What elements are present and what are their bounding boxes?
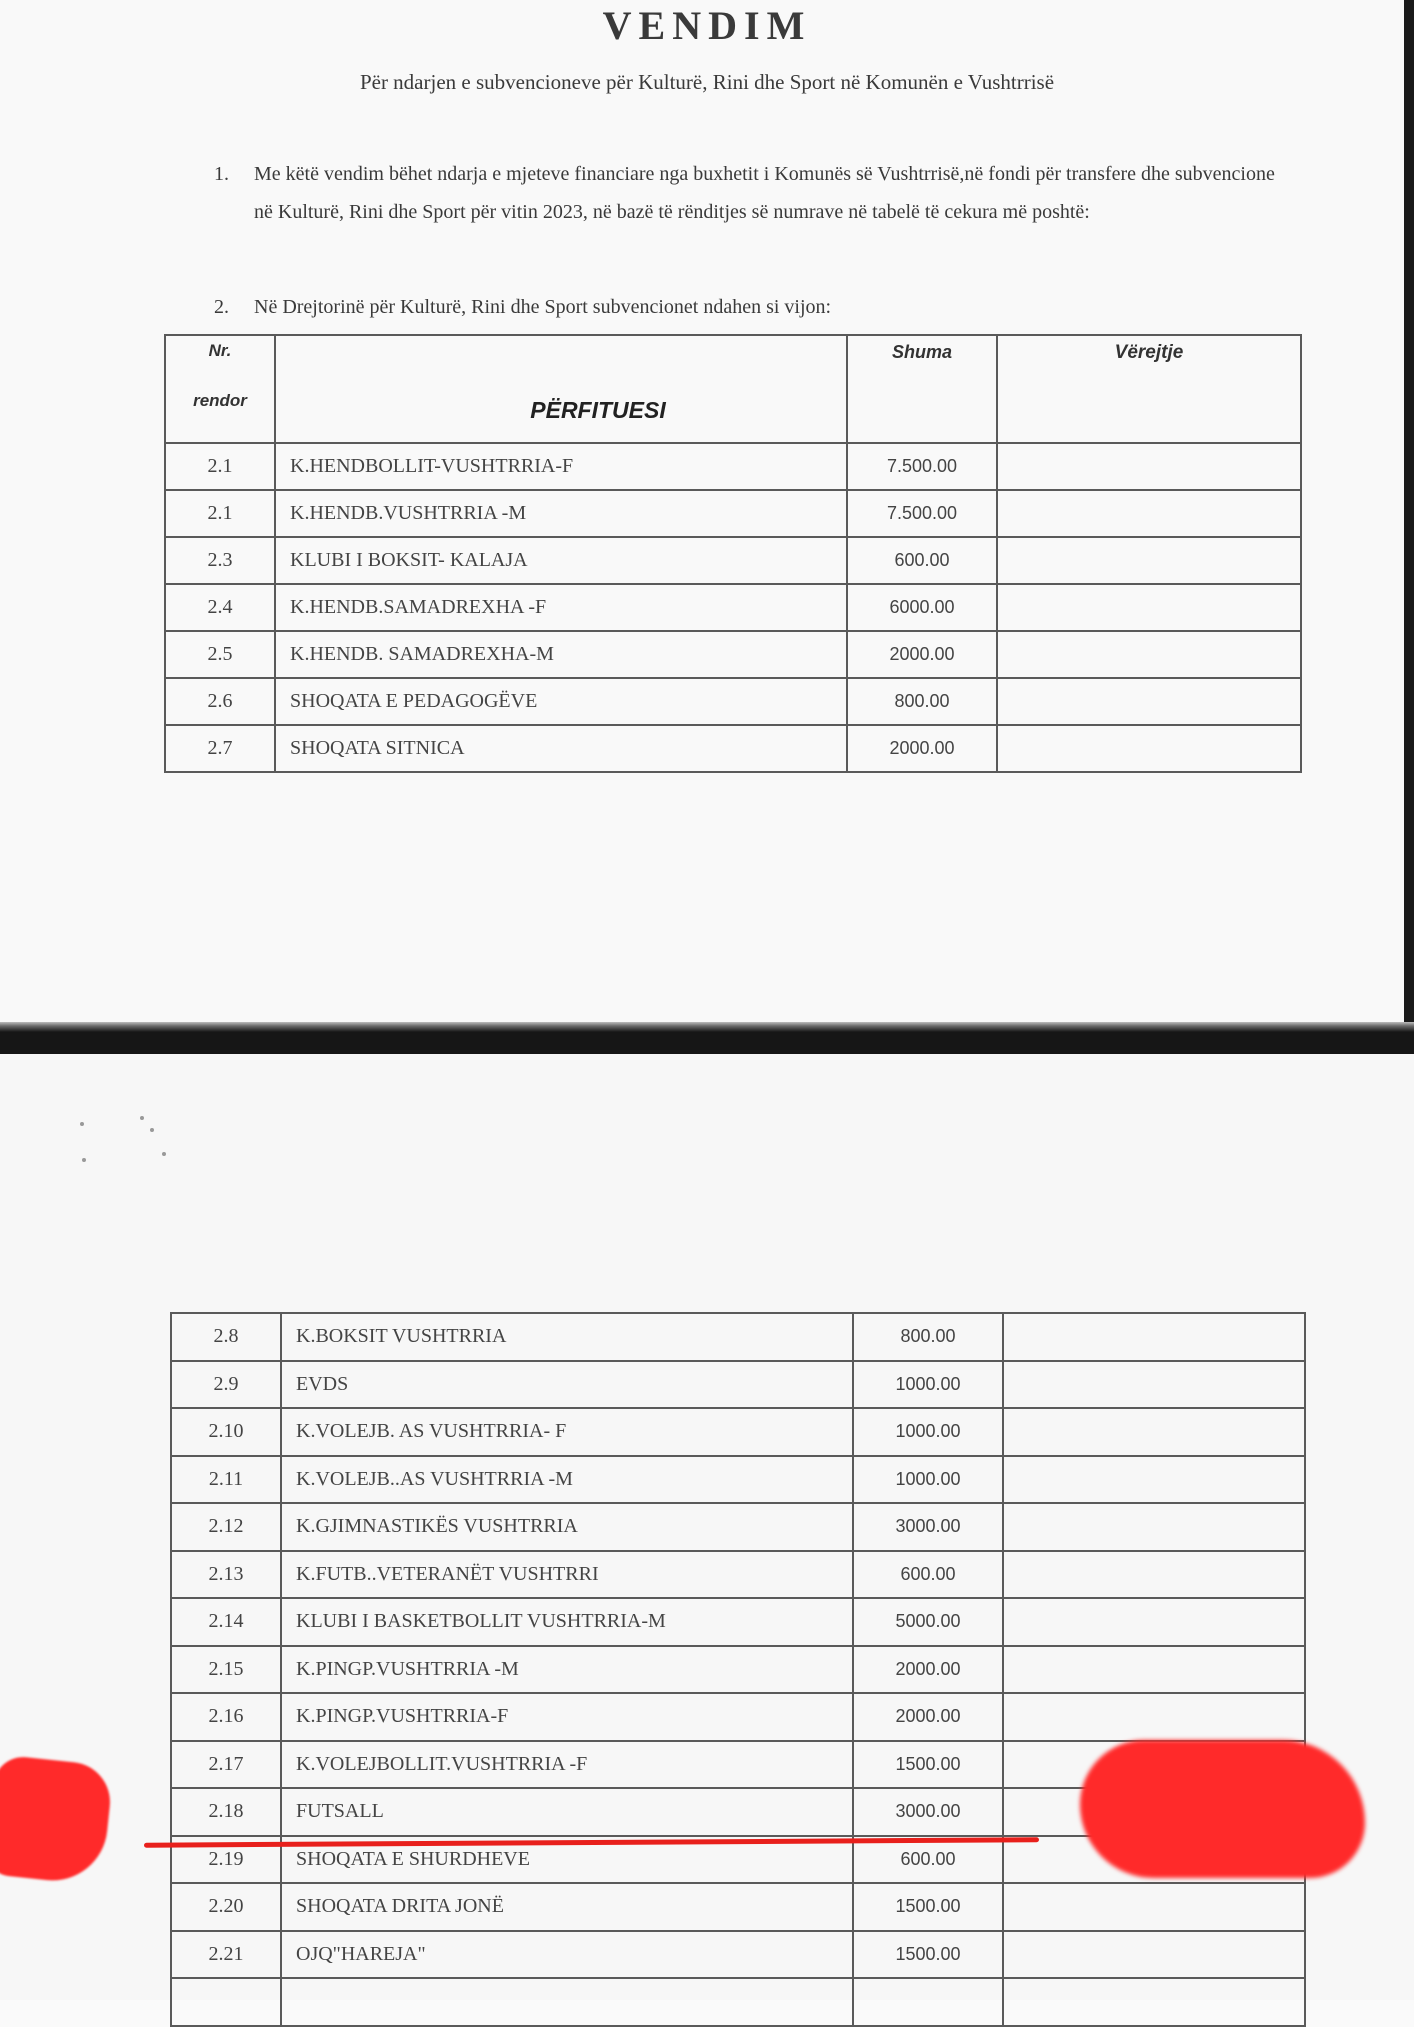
row-number: 2.15	[171, 1646, 281, 1694]
amount: 1500.00	[853, 1883, 1003, 1931]
page-separator	[0, 1022, 1414, 1054]
amount: 2000.00	[847, 631, 997, 678]
beneficiary-name: SHOQATA SITNICA	[275, 725, 847, 772]
row-number: 2.13	[171, 1551, 281, 1599]
header-remarks-label: Vërejtje	[1114, 342, 1184, 363]
amount: 7.500.00	[847, 443, 997, 490]
paragraph-1-text: Me këtë vendim bëhet ndarja e mjeteve financiare nga buxhetit i Komunës së Vushtrrisë,në fondi për transfere dhe subvencione në Kulturë, Rini dhe Sport për vitin 2023, në bazë të rënditjes së numrave në tabelë të cekura më poshtë:	[254, 163, 1275, 223]
amount: 7.500.00	[847, 490, 997, 537]
subsidy-table-part-2	[170, 1312, 1306, 2027]
subsidy-table-part-1	[164, 334, 1302, 773]
table-row	[171, 1978, 1305, 2026]
remark	[997, 678, 1301, 725]
beneficiary-name: K.PINGP.VUSHTRRIA -M	[281, 1646, 853, 1694]
remark	[1003, 1551, 1305, 1599]
header-beneficiary	[275, 335, 847, 443]
table-row	[171, 1456, 1305, 1504]
header-remarks	[997, 335, 1301, 443]
remark	[1003, 1693, 1305, 1741]
scan-speck	[150, 1128, 154, 1132]
paragraph-2-number: 2.	[214, 296, 229, 318]
header-nr-label: Nr.	[208, 341, 232, 360]
amount: 600.00	[853, 1836, 1003, 1884]
row-number	[171, 1978, 281, 2026]
amount: 5000.00	[853, 1598, 1003, 1646]
remark	[1003, 1883, 1305, 1931]
document-title: VENDIM	[602, 3, 812, 48]
remark	[1003, 1503, 1305, 1551]
beneficiary-name: K.HENDB.SAMADREXHA -F	[275, 584, 847, 631]
table-row	[171, 1361, 1305, 1409]
header-beneficiary-label: PËRFITUESI	[530, 396, 666, 423]
beneficiary-name: SHOQATA E PEDAGOGËVE	[275, 678, 847, 725]
row-number: 2.1	[165, 443, 275, 490]
table-row	[171, 1931, 1305, 1979]
amount: 2000.00	[847, 725, 997, 772]
remark	[997, 490, 1301, 537]
beneficiary-name: K.HENDBOLLIT-VUSHTRRIA-F	[275, 443, 847, 490]
table-row	[165, 725, 1301, 772]
row-number: 2.16	[171, 1693, 281, 1741]
remark	[997, 725, 1301, 772]
remark	[997, 584, 1301, 631]
beneficiary-name: K.BOKSIT VUSHTRRIA	[281, 1313, 853, 1361]
header-nr-rendor	[165, 335, 275, 443]
remark	[997, 631, 1301, 678]
amount: 600.00	[853, 1551, 1003, 1599]
row-number: 2.3	[165, 537, 275, 584]
table-row	[171, 1693, 1305, 1741]
amount: 1500.00	[853, 1741, 1003, 1789]
amount: 3000.00	[853, 1788, 1003, 1836]
amount: 6000.00	[847, 584, 997, 631]
beneficiary-name: KLUBI I BOKSIT- KALAJA	[275, 537, 847, 584]
row-number: 2.20	[171, 1883, 281, 1931]
remark	[997, 537, 1301, 584]
table-row	[165, 631, 1301, 678]
table-row	[171, 1313, 1305, 1361]
row-number: 2.19	[171, 1836, 281, 1884]
amount: 1000.00	[853, 1408, 1003, 1456]
table-row	[171, 1883, 1305, 1931]
table-row	[165, 537, 1301, 584]
header-amount	[847, 335, 997, 443]
row-number: 2.9	[171, 1361, 281, 1409]
beneficiary-name: K.FUTB..VETERANËT VUSHTRRI	[281, 1551, 853, 1599]
row-number: 2.6	[165, 678, 275, 725]
beneficiary-name: K.VOLEJB..AS VUSHTRRIA -M	[281, 1456, 853, 1504]
scan-speck	[82, 1158, 86, 1162]
amount: 1500.00	[853, 1931, 1003, 1979]
beneficiary-name: K.VOLEJBOLLIT.VUSHTRRIA -F	[281, 1741, 853, 1789]
table-row	[171, 1598, 1305, 1646]
amount	[853, 1978, 1003, 2026]
row-number: 2.11	[171, 1456, 281, 1504]
amount: 3000.00	[853, 1503, 1003, 1551]
row-number: 2.1	[165, 490, 275, 537]
amount: 800.00	[853, 1313, 1003, 1361]
beneficiary-name: K.PINGP.VUSHTRRIA-F	[281, 1693, 853, 1741]
table-row	[165, 443, 1301, 490]
scan-speck	[162, 1152, 166, 1156]
row-number: 2.17	[171, 1741, 281, 1789]
amount: 2000.00	[853, 1646, 1003, 1694]
row-number: 2.14	[171, 1598, 281, 1646]
table-header-row	[165, 335, 1301, 443]
beneficiary-name: EVDS	[281, 1361, 853, 1409]
row-number: 2.21	[171, 1931, 281, 1979]
table-row	[171, 1503, 1305, 1551]
beneficiary-name: K.HENDB. SAMADREXHA-M	[275, 631, 847, 678]
document-subtitle: Për ndarjen e subvencioneve për Kulturë, Rini dhe Sport në Komunën e Vushtrrisë	[359, 70, 1055, 94]
beneficiary-name: K.VOLEJB. AS VUSHTRRIA- F	[281, 1408, 853, 1456]
remark	[1003, 1408, 1305, 1456]
beneficiary-name: K.HENDB.VUSHTRRIA -M	[275, 490, 847, 537]
table-row	[171, 1551, 1305, 1599]
beneficiary-name: KLUBI I BASKETBOLLIT VUSHTRRIA-M	[281, 1598, 853, 1646]
row-number: 2.18	[171, 1788, 281, 1836]
table-row	[165, 490, 1301, 537]
remark	[1003, 1978, 1305, 2026]
remark	[1003, 1456, 1305, 1504]
amount: 1000.00	[853, 1456, 1003, 1504]
scan-speck	[80, 1122, 84, 1126]
remark	[1003, 1931, 1305, 1979]
beneficiary-name: K.GJIMNASTIKËS VUSHTRRIA	[281, 1503, 853, 1551]
row-number: 2.12	[171, 1503, 281, 1551]
row-number: 2.8	[171, 1313, 281, 1361]
paragraph-2-text: Në Drejtorinë për Kulturë, Rini dhe Sport subvencionet ndahen si vijon:	[254, 296, 832, 318]
beneficiary-name: FUTSALL	[281, 1788, 853, 1836]
table-row	[171, 1646, 1305, 1694]
beneficiary-name: SHOQATA DRITA JONË	[281, 1883, 853, 1931]
remark	[1003, 1361, 1305, 1409]
row-number: 2.5	[165, 631, 275, 678]
table-row	[171, 1408, 1305, 1456]
amount: 600.00	[847, 537, 997, 584]
table-row	[165, 584, 1301, 631]
header-amount-label: Shuma	[891, 342, 952, 362]
amount: 1000.00	[853, 1361, 1003, 1409]
table-row	[165, 678, 1301, 725]
amount: 800.00	[847, 678, 997, 725]
header-rendor-label: rendor	[193, 391, 247, 410]
beneficiary-name	[281, 1978, 853, 2026]
row-number: 2.7	[165, 725, 275, 772]
red-highlight-marker-right	[1080, 1740, 1365, 1878]
row-number: 2.4	[165, 584, 275, 631]
paragraph-1-number: 1.	[214, 163, 229, 185]
scan-speck	[140, 1116, 144, 1120]
beneficiary-name: OJQ"HAREJA"	[281, 1931, 853, 1979]
remark	[997, 443, 1301, 490]
remark	[1003, 1646, 1305, 1694]
row-number: 2.10	[171, 1408, 281, 1456]
amount: 2000.00	[853, 1693, 1003, 1741]
beneficiary-name: SHOQATA E SHURDHEVE	[281, 1836, 853, 1884]
remark	[1003, 1313, 1305, 1361]
remark	[1003, 1598, 1305, 1646]
